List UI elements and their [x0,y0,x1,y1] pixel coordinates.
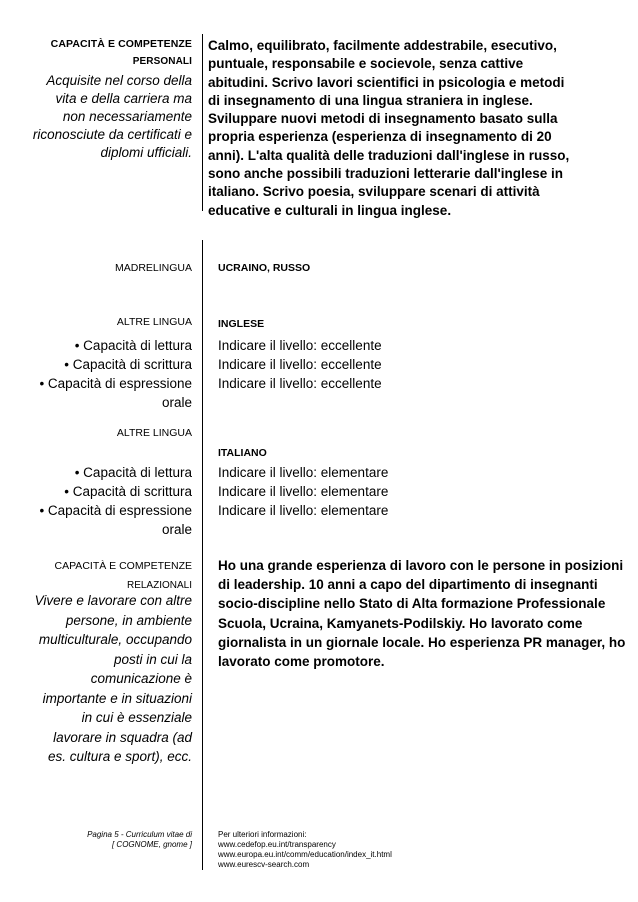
skill-speaking-level: Indicare il livello: eccellente [218,376,382,391]
personal-skills-body [208,37,628,220]
desc-line: riconosciute da certificati e [32,127,192,142]
skill-levels [218,463,618,520]
desc-line: vita e della carriera ma [55,91,192,106]
footer-info-title: Per ulteriori informazioni: [218,830,307,839]
desc-line: persone, in ambiente [65,612,192,628]
footer-page-line: Pagina 5 - Curriculum vitae di [87,830,192,839]
relational-skills-heading-line1: CAPACITÀ E COMPETENZE [54,560,192,572]
body-line: abitudini. Scrivo lavori scientifici in psicologia e metodi [208,74,565,90]
column-divider-top [202,34,203,211]
skill-writing-level: Indicare il livello: elementare [218,484,389,499]
skill-speaking-label: • Capacità di espressione [39,376,192,391]
footer-link[interactable]: www.cedefop.eu.int/transparency [218,840,336,849]
skill-speaking-label-cont: orale [161,395,192,410]
relational-skills-description [0,591,192,767]
desc-line: diplomi ufficiali. [100,145,192,160]
skill-reading-level: Indicare il livello: eccellente [218,338,382,353]
body-line: italiano. Scrivo poesia, sviluppare scenari di attività [208,184,540,200]
body-line: Ho una grande esperienza di lavoro con le persone in posizioni [218,558,624,573]
desc-line: in cui è essenziale [81,710,192,725]
footer-links [218,830,618,870]
personal-skills-heading-line2: PERSONALI [132,56,192,67]
desc-line: es. cultura e sport), ecc. [47,749,192,764]
desc-line: non necessariamente [62,109,192,124]
skill-reading-label: • Capacità di lettura [74,338,192,353]
desc-line: posti in cui la [113,651,192,667]
column-divider-bottom [202,240,203,870]
body-line: di insegnamento di una lingua straniera in inglese. [208,92,533,108]
body-line: propria esperienza (esperienza di insegnamento di 20 [208,129,552,145]
skill-writing-level: Indicare il livello: eccellente [218,357,382,372]
body-line: Sviluppare nuovi metodi di insegnamento basato sulla [208,111,558,127]
skill-speaking-level: Indicare il livello: elementare [218,503,389,518]
body-line: sono anche possibili traduzioni letterarie dall'inglese in [208,166,564,182]
body-line: giornalista in un giornale locale. Ho esperienza PR manager, ho [218,634,626,650]
body-line: educative e culturali in lingua inglese. [208,202,452,218]
skill-writing-label: • Capacità di scrittura [64,357,192,372]
body-line: socio-discipline nello Stato di Alta formazione Professionale [218,596,606,612]
desc-line: comunicazione è [90,671,192,686]
desc-line: multiculturale, occupando [38,632,192,647]
desc-line: Vivere e lavorare con altre [34,593,192,608]
body-line: puntuale, responsabile e socievole, senza cattive [208,56,524,72]
body-line: lavorato come promotore. [218,654,385,670]
desc-line: Acquisite nel corso della [46,73,192,88]
body-line: di leadership. 10 anni a capo del dipartimento di insegnanti [218,577,598,593]
skill-reading-level: Indicare il livello: elementare [218,465,389,480]
relational-skills-body [218,556,628,671]
other-language-label: ALTRE LINGUA [116,316,192,328]
mother-tongue-value: UCRAINO, RUSSO [218,262,311,274]
body-line: anni). L'alta qualità delle traduzioni dall'inglese in russo, [208,147,570,163]
personal-skills-heading-line1: CAPACITÀ E COMPETENZE [50,38,192,50]
body-line: Calmo, equilibrato, facilmente addestrabile, esecutivo, [208,38,557,53]
footer-name-line: [ COGNOME, gnome ] [111,840,192,849]
footer-page-info [0,830,192,850]
skill-levels [218,336,618,393]
footer-link[interactable]: www.eurescv-search.com [218,860,310,869]
footer-link[interactable]: www.europa.eu.int/comm/education/index_it.html [218,850,392,859]
desc-line: lavorare in squadra (ad [53,729,192,745]
skill-labels [0,463,192,539]
personal-skills-heading [0,36,192,70]
skill-speaking-label: • Capacità di espressione [39,503,192,518]
relational-skills-heading [0,556,192,596]
personal-skills-description [0,72,192,162]
skill-labels [0,336,192,412]
skill-speaking-label-cont: orale [161,522,192,537]
skill-writing-label: • Capacità di scrittura [64,484,192,499]
relational-skills-heading-line2: RELAZIONALI [126,580,192,591]
language-name: ITALIANO [218,447,267,459]
language-name: INGLESE [218,318,265,330]
body-line: Scuola, Ucraina, Kamyanets-Podilskiy. Ho lavorato come [218,615,583,631]
desc-line: importante e in situazioni [42,690,192,706]
other-language-label: ALTRE LINGUA [116,427,192,439]
skill-reading-label: • Capacità di lettura [74,465,192,480]
mother-tongue-label: MADRELINGUA [114,262,192,274]
